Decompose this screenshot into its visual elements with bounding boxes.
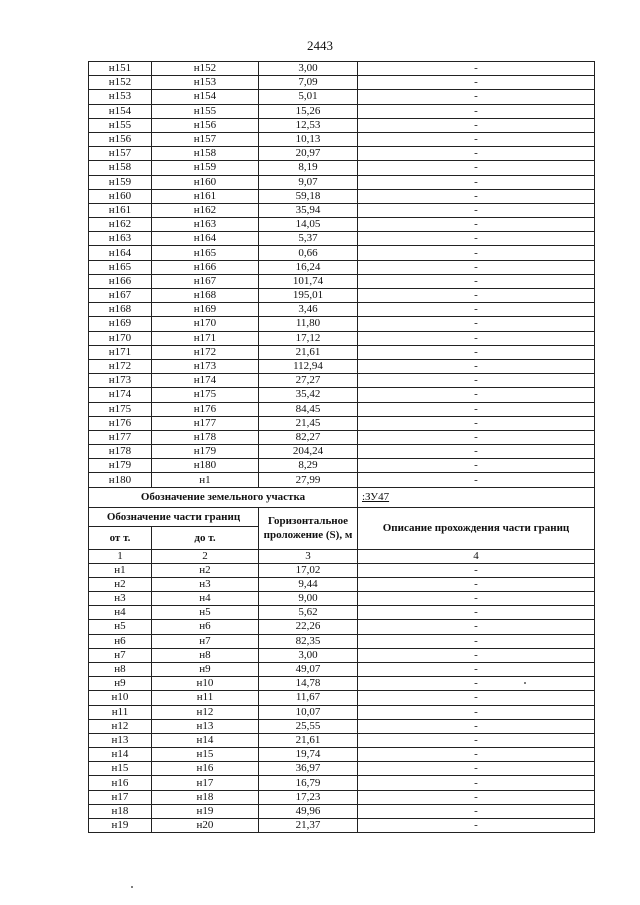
to-point-cell: н11 <box>152 691 259 705</box>
description-cell: - <box>358 762 595 776</box>
distance-cell: 25,55 <box>259 719 358 733</box>
scan-speck <box>524 682 526 684</box>
description-header: Описание прохождения части границ <box>358 507 595 549</box>
description-cell: - <box>358 719 595 733</box>
parcel-row <box>89 487 595 507</box>
to-point-cell: н158 <box>152 147 259 161</box>
parcel-header <box>89 487 595 563</box>
to-point-cell: н10 <box>152 677 259 691</box>
description-cell: - <box>358 232 595 246</box>
to-point-cell: н157 <box>152 132 259 146</box>
description-cell: - <box>358 430 595 444</box>
description-cell: - <box>358 76 595 90</box>
distance-cell: 8,29 <box>259 459 358 473</box>
distance-cell: 204,24 <box>259 445 358 459</box>
description-cell: - <box>358 317 595 331</box>
table-row <box>89 289 595 303</box>
to-point-cell: н174 <box>152 374 259 388</box>
description-cell: - <box>358 648 595 662</box>
to-point-cell: н159 <box>152 161 259 175</box>
to-point-cell: н168 <box>152 289 259 303</box>
table-row <box>89 104 595 118</box>
from-point-cell: н3 <box>89 592 152 606</box>
distance-cell: 5,01 <box>259 90 358 104</box>
table-row <box>89 317 595 331</box>
from-point-cell: н152 <box>89 76 152 90</box>
table-row <box>89 203 595 217</box>
from-point-cell: н155 <box>89 118 152 132</box>
to-point-cell: н4 <box>152 592 259 606</box>
from-point-cell: н153 <box>89 90 152 104</box>
to-point-cell: н169 <box>152 303 259 317</box>
description-cell: - <box>358 748 595 762</box>
distance-cell: 17,12 <box>259 331 358 345</box>
to-point-cell: н17 <box>152 776 259 790</box>
distance-cell: 20,97 <box>259 147 358 161</box>
from-point-cell: н157 <box>89 147 152 161</box>
parcel-label: Обозначение земельного участка <box>89 487 358 507</box>
table-row <box>89 776 595 790</box>
to-point-cell: н166 <box>152 260 259 274</box>
from-point-cell: н13 <box>89 733 152 747</box>
column-number: 2 <box>152 549 259 563</box>
description-cell: - <box>358 388 595 402</box>
description-cell: - <box>358 374 595 388</box>
from-point-cell: н18 <box>89 804 152 818</box>
distance-cell: 3,46 <box>259 303 358 317</box>
from-point-cell: н172 <box>89 359 152 373</box>
from-point-cell: н12 <box>89 719 152 733</box>
boundary-table <box>88 61 595 833</box>
to-point-cell: н161 <box>152 189 259 203</box>
to-point-cell: н15 <box>152 748 259 762</box>
table-row <box>89 359 595 373</box>
table-row <box>89 76 595 90</box>
description-cell: - <box>358 473 595 487</box>
distance-cell: 10,13 <box>259 132 358 146</box>
distance-cell: 49,07 <box>259 662 358 676</box>
distance-cell: 16,24 <box>259 260 358 274</box>
description-cell: - <box>358 246 595 260</box>
table-row <box>89 232 595 246</box>
table-row <box>89 662 595 676</box>
to-point-cell: н14 <box>152 733 259 747</box>
description-cell: - <box>358 161 595 175</box>
from-point-cell: н160 <box>89 189 152 203</box>
scan-speck <box>131 886 133 888</box>
to-point-cell: н18 <box>152 790 259 804</box>
table-row <box>89 147 595 161</box>
table-row <box>89 790 595 804</box>
from-point-cell: н4 <box>89 606 152 620</box>
distance-cell: 36,97 <box>259 762 358 776</box>
distance-cell: 101,74 <box>259 274 358 288</box>
table-row <box>89 345 595 359</box>
table-row <box>89 274 595 288</box>
to-point-cell: н156 <box>152 118 259 132</box>
description-cell: - <box>358 776 595 790</box>
to-point-cell: н163 <box>152 218 259 232</box>
to-point-cell: н164 <box>152 232 259 246</box>
distance-cell: 27,99 <box>259 473 358 487</box>
description-cell: - <box>358 691 595 705</box>
table-row <box>89 691 595 705</box>
table-row <box>89 161 595 175</box>
distance-cell: 8,19 <box>259 161 358 175</box>
description-cell: - <box>358 331 595 345</box>
to-point-cell: н6 <box>152 620 259 634</box>
table-row <box>89 175 595 189</box>
description-cell: - <box>358 62 595 76</box>
distance-cell: 14,78 <box>259 677 358 691</box>
table-row <box>89 374 595 388</box>
distance-cell: 0,66 <box>259 246 358 260</box>
table-row <box>89 563 595 577</box>
table-row <box>89 606 595 620</box>
boundary-rows-top <box>89 62 595 488</box>
table-row <box>89 331 595 345</box>
distance-cell: 21,61 <box>259 733 358 747</box>
distance-cell: 82,35 <box>259 634 358 648</box>
description-cell: - <box>358 662 595 676</box>
description-cell: - <box>358 289 595 303</box>
to-point-cell: н3 <box>152 577 259 591</box>
description-cell: - <box>358 606 595 620</box>
from-point-cell: н9 <box>89 677 152 691</box>
from-point-cell: н177 <box>89 430 152 444</box>
distance-cell: 11,80 <box>259 317 358 331</box>
to-point-cell: н9 <box>152 662 259 676</box>
to-point-cell: н1 <box>152 473 259 487</box>
description-cell: - <box>358 104 595 118</box>
from-point-cell: н6 <box>89 634 152 648</box>
from-point-cell: н151 <box>89 62 152 76</box>
table-row <box>89 62 595 76</box>
to-point-cell: н160 <box>152 175 259 189</box>
to-point-cell: н13 <box>152 719 259 733</box>
table-row <box>89 430 595 444</box>
description-cell: - <box>358 733 595 747</box>
description-cell: - <box>358 677 595 691</box>
to-point-cell: н171 <box>152 331 259 345</box>
from-point-cell: н166 <box>89 274 152 288</box>
to-point-cell: н20 <box>152 819 259 833</box>
table-row <box>89 748 595 762</box>
column-header-row <box>89 507 595 526</box>
from-point-cell: н15 <box>89 762 152 776</box>
to-point-cell: н5 <box>152 606 259 620</box>
to-point-cell: н19 <box>152 804 259 818</box>
distance-cell: 195,01 <box>259 289 358 303</box>
from-point-cell: н167 <box>89 289 152 303</box>
distance-cell: 21,61 <box>259 345 358 359</box>
description-cell: - <box>358 218 595 232</box>
table-row <box>89 473 595 487</box>
column-number: 4 <box>358 549 595 563</box>
distance-cell: 16,79 <box>259 776 358 790</box>
from-point-cell: н2 <box>89 577 152 591</box>
description-cell: - <box>358 303 595 317</box>
distance-cell: 82,27 <box>259 430 358 444</box>
distance-cell: 84,45 <box>259 402 358 416</box>
table-row <box>89 303 595 317</box>
distance-cell: 19,74 <box>259 748 358 762</box>
table-row <box>89 246 595 260</box>
to-point-cell: н7 <box>152 634 259 648</box>
to-point-cell: н178 <box>152 430 259 444</box>
distance-cell: 11,67 <box>259 691 358 705</box>
table-row <box>89 118 595 132</box>
from-point-cell: н14 <box>89 748 152 762</box>
distance-cell: 3,00 <box>259 62 358 76</box>
table-row <box>89 459 595 473</box>
table-row <box>89 648 595 662</box>
description-cell: - <box>358 274 595 288</box>
from-point-cell: н179 <box>89 459 152 473</box>
table-row <box>89 577 595 591</box>
from-point-cell: н7 <box>89 648 152 662</box>
to-point-cell: н2 <box>152 563 259 577</box>
description-cell: - <box>358 620 595 634</box>
distance-cell: 112,94 <box>259 359 358 373</box>
description-cell: - <box>358 132 595 146</box>
distance-cell: 14,05 <box>259 218 358 232</box>
table-row <box>89 402 595 416</box>
to-point-cell: н162 <box>152 203 259 217</box>
table-row <box>89 620 595 634</box>
table-row <box>89 189 595 203</box>
distance-cell: 5,62 <box>259 606 358 620</box>
table-row <box>89 677 595 691</box>
from-point-cell: н161 <box>89 203 152 217</box>
from-point-cell: н158 <box>89 161 152 175</box>
from-header: от т. <box>89 526 152 549</box>
table-row <box>89 733 595 747</box>
from-point-cell: н163 <box>89 232 152 246</box>
from-point-cell: н173 <box>89 374 152 388</box>
distance-cell: 12,53 <box>259 118 358 132</box>
table-row <box>89 819 595 833</box>
description-cell: - <box>358 147 595 161</box>
from-point-cell: н171 <box>89 345 152 359</box>
distance-cell: 35,42 <box>259 388 358 402</box>
table-row <box>89 445 595 459</box>
from-point-cell: н165 <box>89 260 152 274</box>
from-point-cell: н1 <box>89 563 152 577</box>
from-point-cell: н175 <box>89 402 152 416</box>
description-cell: - <box>358 118 595 132</box>
to-point-cell: н155 <box>152 104 259 118</box>
description-cell: - <box>358 345 595 359</box>
distance-cell: 49,96 <box>259 804 358 818</box>
from-point-cell: н174 <box>89 388 152 402</box>
from-point-cell: н10 <box>89 691 152 705</box>
from-point-cell: н168 <box>89 303 152 317</box>
to-header: до т. <box>152 526 259 549</box>
description-cell: - <box>358 203 595 217</box>
from-point-cell: н170 <box>89 331 152 345</box>
description-cell: - <box>358 402 595 416</box>
description-cell: - <box>358 592 595 606</box>
from-point-cell: н19 <box>89 819 152 833</box>
to-point-cell: н8 <box>152 648 259 662</box>
table-row <box>89 260 595 274</box>
to-point-cell: н180 <box>152 459 259 473</box>
column-number: 3 <box>259 549 358 563</box>
table-row <box>89 592 595 606</box>
to-point-cell: н176 <box>152 402 259 416</box>
to-point-cell: н179 <box>152 445 259 459</box>
table-row <box>89 804 595 818</box>
to-point-cell: н16 <box>152 762 259 776</box>
page-number: 2443 <box>307 38 333 53</box>
description-cell: - <box>358 260 595 274</box>
table-row <box>89 719 595 733</box>
to-point-cell: н12 <box>152 705 259 719</box>
from-point-cell: н178 <box>89 445 152 459</box>
from-point-cell: н164 <box>89 246 152 260</box>
column-number-row <box>89 549 595 563</box>
table-row <box>89 416 595 430</box>
distance-header: Горизонтальное проложение (S), м <box>259 507 358 549</box>
description-cell: - <box>358 634 595 648</box>
table-row <box>89 634 595 648</box>
to-point-cell: н172 <box>152 345 259 359</box>
table-row <box>89 90 595 104</box>
distance-cell: 27,27 <box>259 374 358 388</box>
from-point-cell: н11 <box>89 705 152 719</box>
to-point-cell: н152 <box>152 62 259 76</box>
to-point-cell: н167 <box>152 274 259 288</box>
description-cell: - <box>358 175 595 189</box>
from-point-cell: н159 <box>89 175 152 189</box>
table-row <box>89 218 595 232</box>
column-number: 1 <box>89 549 152 563</box>
description-cell: - <box>358 416 595 430</box>
description-cell: - <box>358 90 595 104</box>
to-point-cell: н170 <box>152 317 259 331</box>
from-point-cell: н5 <box>89 620 152 634</box>
description-cell: - <box>358 445 595 459</box>
to-point-cell: н175 <box>152 388 259 402</box>
from-point-cell: н156 <box>89 132 152 146</box>
distance-cell: 21,45 <box>259 416 358 430</box>
to-point-cell: н154 <box>152 90 259 104</box>
from-point-cell: н176 <box>89 416 152 430</box>
distance-cell: 3,00 <box>259 648 358 662</box>
table-row <box>89 388 595 402</box>
table-row <box>89 132 595 146</box>
table-row <box>89 762 595 776</box>
description-cell: - <box>358 577 595 591</box>
distance-cell: 10,07 <box>259 705 358 719</box>
distance-cell: 5,37 <box>259 232 358 246</box>
to-point-cell: н165 <box>152 246 259 260</box>
description-cell: - <box>358 804 595 818</box>
from-point-cell: н169 <box>89 317 152 331</box>
parcel-value: :ЗУ47 <box>358 487 595 507</box>
distance-cell: 9,44 <box>259 577 358 591</box>
description-cell: - <box>358 459 595 473</box>
distance-cell: 17,02 <box>259 563 358 577</box>
from-point-cell: н8 <box>89 662 152 676</box>
boundary-rows-bottom <box>89 563 595 833</box>
from-point-cell: н16 <box>89 776 152 790</box>
description-cell: - <box>358 189 595 203</box>
distance-cell: 9,07 <box>259 175 358 189</box>
distance-cell: 35,94 <box>259 203 358 217</box>
description-cell: - <box>358 563 595 577</box>
from-point-cell: н180 <box>89 473 152 487</box>
to-point-cell: н177 <box>152 416 259 430</box>
distance-cell: 7,09 <box>259 76 358 90</box>
from-point-cell: н17 <box>89 790 152 804</box>
to-point-cell: н153 <box>152 76 259 90</box>
part-label-header: Обозначение части границ <box>89 507 259 526</box>
distance-cell: 9,00 <box>259 592 358 606</box>
description-cell: - <box>358 359 595 373</box>
description-cell: - <box>358 705 595 719</box>
distance-cell: 17,23 <box>259 790 358 804</box>
distance-cell: 59,18 <box>259 189 358 203</box>
table-row <box>89 705 595 719</box>
description-cell: - <box>358 790 595 804</box>
distance-cell: 22,26 <box>259 620 358 634</box>
distance-cell: 21,37 <box>259 819 358 833</box>
description-cell: - <box>358 819 595 833</box>
to-point-cell: н173 <box>152 359 259 373</box>
from-point-cell: н162 <box>89 218 152 232</box>
from-point-cell: н154 <box>89 104 152 118</box>
distance-cell: 15,26 <box>259 104 358 118</box>
